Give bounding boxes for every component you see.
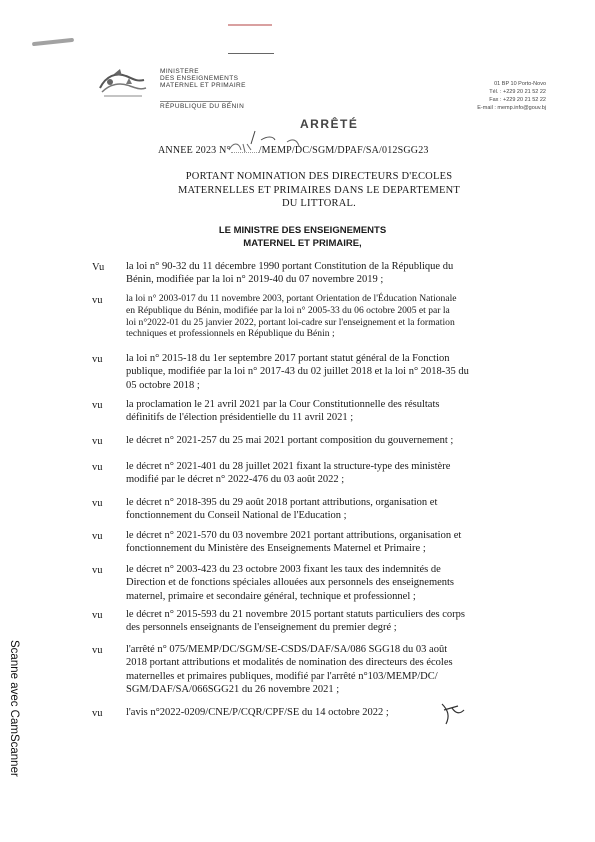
visa-line: modifié par le décret n° 2022-476 du 03 août 2022 ; bbox=[126, 474, 345, 486]
visa-line: le décret n° 2021-257 du 25 mai 2021 portant composition du gouvernement ; bbox=[126, 435, 454, 446]
visa-label: vu bbox=[92, 645, 103, 656]
visa-text bbox=[126, 643, 518, 696]
visa-text bbox=[126, 496, 518, 523]
minister-heading bbox=[215, 224, 390, 250]
visa-text bbox=[126, 293, 518, 340]
minister-line: MATERNEL ET PRIMAIRE, bbox=[243, 238, 362, 249]
visa-label: vu bbox=[92, 462, 103, 473]
document-title: ARRÊTÉ bbox=[300, 117, 359, 131]
visa-label: vu bbox=[92, 610, 103, 621]
visa-line: SGM/DAF/SA/066SGG21 du 26 novembre 2021 ; bbox=[126, 683, 340, 695]
visa-line: Direction et de fonctions spéciales allouées aux personnels des enseignements bbox=[126, 577, 455, 589]
contact-block bbox=[428, 80, 546, 112]
visa-line: le décret n° 2003-423 du 23 octobre 2003 fixant les taux des indemnités de bbox=[126, 564, 441, 575]
contact-line: E-mail : memp.info@gouv.bj bbox=[477, 105, 546, 111]
decree-object bbox=[154, 170, 484, 211]
number-prefix: ANNEE 2023 N° bbox=[158, 145, 231, 156]
handwritten-initials-icon bbox=[438, 700, 468, 726]
visa-line: loi n°2022-01 du 25 janvier 2022, portant loi-cadre sur l'enseignement et la formation bbox=[126, 316, 455, 328]
visa-text bbox=[126, 434, 518, 447]
ministry-emblem-icon bbox=[96, 66, 150, 100]
object-line: PORTANT NOMINATION DES DIRECTEURS D'ECOLES bbox=[185, 171, 453, 182]
visa-line: 05 octobre 2018 ; bbox=[126, 379, 200, 391]
visa-line: la loi n° 90-32 du 11 décembre 1990 portant Constitution de la République du bbox=[126, 261, 454, 272]
visa-line: la loi n° 2003-017 du 11 novembre 2003, portant Orientation de l'Éducation Nationale bbox=[126, 293, 457, 304]
visa-line: le décret n° 2021-570 du 03 novembre 2021 portant attributions, organisation et bbox=[126, 530, 462, 541]
number-suffix: /MEMP/DC/SGM/DPAF/SA/012SGG23 bbox=[258, 145, 429, 156]
visa-line: le décret n° 2018-395 du 29 août 2018 portant attributions, organisation et bbox=[126, 497, 438, 508]
object-line: DU LITTORAL. bbox=[282, 198, 356, 209]
visa-line: en République du Bénin, modifiée par la loi n° 2005-33 du 06 octobre 2005 et par la bbox=[126, 304, 450, 316]
visa-line: publique, modifiée par la loi n° 2017-43 du 02 juillet 2018 et la loi n° 2018-35 du bbox=[126, 366, 469, 378]
republic-name: RÉPUBLIQUE DU BÉNIN bbox=[160, 103, 245, 110]
visa-label: vu bbox=[92, 436, 103, 447]
visa-label: vu bbox=[92, 708, 103, 719]
visa-line: des personnels enseignants de l'enseignement du premier degré ; bbox=[126, 622, 397, 634]
contact-line: Fax : +229 20 21 52 22 bbox=[489, 97, 546, 103]
visa-label: vu bbox=[92, 400, 103, 411]
visa-label: vu bbox=[92, 354, 103, 365]
minister-line: LE MINISTRE DES ENSEIGNEMENTS bbox=[218, 225, 387, 236]
pen-smudge bbox=[32, 38, 74, 46]
visa-text bbox=[126, 563, 518, 603]
visa-text bbox=[126, 398, 518, 425]
ministry-line: MINISTERE bbox=[160, 68, 199, 75]
visa-line: le décret n° 2015-593 du 21 novembre 2015 portant statuts particuliers des corps bbox=[126, 609, 465, 620]
visa-line: fonctionnement du Ministère des Enseignements Maternel et Primaire ; bbox=[126, 543, 426, 555]
visa-label: vu bbox=[92, 565, 103, 576]
visa-line: fonctionnement du Conseil National de l'Education ; bbox=[126, 510, 347, 522]
scanner-watermark bbox=[6, 640, 20, 830]
visa-label: Vu bbox=[92, 262, 105, 273]
handwritten-number-icon bbox=[227, 128, 327, 156]
visa-label: vu bbox=[92, 531, 103, 542]
visa-line: le décret n° 2021-401 du 28 juillet 2021 fixant la structure-type des ministère bbox=[126, 461, 451, 472]
visa-label: vu bbox=[92, 295, 103, 306]
object-line: MATERNELLES ET PRIMAIRES DANS LE DEPARTEMENT bbox=[177, 184, 461, 196]
visa-text bbox=[126, 352, 518, 392]
ministry-line: DES ENSEIGNEMENTS bbox=[160, 75, 239, 82]
header-rule bbox=[228, 53, 274, 54]
contact-line: 01 BP 10 Porto-Novo bbox=[494, 81, 546, 87]
flag-stripe bbox=[160, 101, 232, 102]
visa-line: 2018 portant attributions et modalités de nomination des directeurs des écoles bbox=[126, 657, 453, 669]
visa-line: maternelles et primaires publiques, modifié par l'arrêté n°103/MEMP/DC/ bbox=[126, 670, 438, 682]
ministry-name bbox=[160, 68, 246, 89]
visa-text bbox=[126, 529, 518, 556]
visa-line: définitifs de l'élection présidentielle du 11 avril 2021 ; bbox=[126, 412, 354, 424]
visa-line: techniques et professionnels en République du Bénin ; bbox=[126, 328, 335, 340]
visa-label: vu bbox=[92, 498, 103, 509]
visa-line: la proclamation le 21 avril 2021 par la Cour Constitutionnelle des résultats bbox=[126, 399, 440, 410]
red-ink-mark bbox=[228, 24, 272, 26]
scanner-watermark-text: Scanne avec CamScanner bbox=[8, 640, 20, 777]
contact-line: Tél. : +229 20 21 52 22 bbox=[489, 89, 546, 95]
visa-text bbox=[126, 460, 518, 487]
ministry-line: MATERNEL ET PRIMAIRE bbox=[160, 82, 246, 89]
visa-line: Bénin, modifiée par la loi n° 2019-40 du 07 novembre 2019 ; bbox=[126, 274, 384, 286]
visa-line: l'avis n°2022-0209/CNE/P/CQR/CPF/SE du 14 octobre 2022 ; bbox=[126, 707, 389, 718]
visa-line: la loi n° 2015-18 du 1er septembre 2017 portant statut général de la Fonction bbox=[126, 353, 450, 364]
visa-line: l'arrêté n° 075/MEMP/DC/SGM/SE-CSDS/DAF/SA/086 SGG18 du 03 août bbox=[126, 644, 448, 655]
visa-text bbox=[126, 260, 518, 287]
visa-text bbox=[126, 608, 518, 635]
visa-line: maternel, primaire et secondaire général, technique et professionnel ; bbox=[126, 590, 416, 602]
